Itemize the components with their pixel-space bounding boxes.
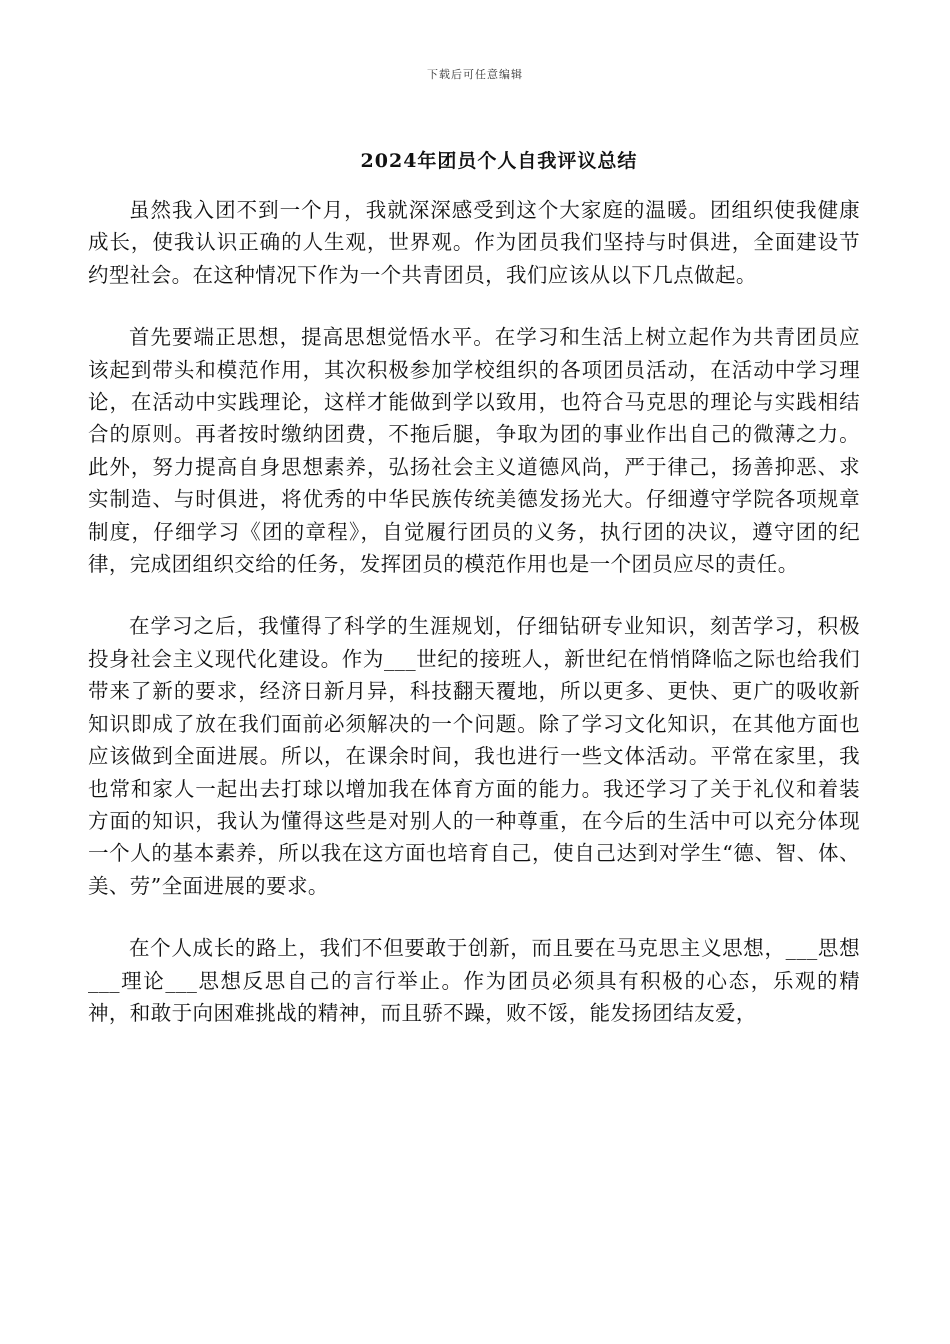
paragraph-2: 首先要端正思想，提高思想觉悟水平。在学习和生活上树立起作为共青团员应该起到带头和模范作用，其次积极参加学校组织的各项团员活动，在活动中学习理论，在活动中实践理论，这样才能做到学以致用，也符合马克思的理论与实践相结合的原则。再者按时缴纳团费，不拖后腿，争取为团的事业作出自己的微薄之力。此外，努力提高自身思想素养，弘扬社会主义道德风尚，严于律己，扬善抑恶、求实制造、与时俱进，将优秀的中华民族传统美德发扬光大。仔细遵守学院各项规章制度，仔细学习《团的章程》，自觉履行团员的义务，执行团的决议，遵守团的纪律，完成团组织交给的任务，发挥团员的模范作用也是一个团员应尽的责任。 [88, 325, 860, 577]
document-title: 2024年团员个人自我评议总结 [360, 150, 638, 172]
page-header: 下载后可任意编辑 [427, 68, 523, 81]
paragraph-4: 在个人成长的路上，我们不但要敢于创新，而且要在马克思主义思想，___思想___理论___思想反思自己的言行举止。作为团员必须具有积极的心态，乐观的精神，和敢于向困难挑战的精神，而且骄不躁，败不馁，能发扬团结友爱， [88, 936, 860, 1025]
paragraph-3: 在学习之后，我懂得了科学的生涯规划，仔细钻研专业知识，刻苦学习，积极投身社会主义现代化建设。作为___世纪的接班人，新世纪在悄悄降临之际也给我们带来了新的要求，经济日新月异，科技翻天覆地，所以更多、更快、更广的吸收新知识即成了放在我们面前必须解决的一个问题。除了学习文化知识，在其他方面也应该做到全面进展。所以，在课余时间，我也进行一些文体活动。平常在家里，我也常和家人一起出去打球以增加我在体育方面的能力。我还学习了关于礼仪和着装方面的知识，我认为懂得这些是对别人的一种尊重，在今后的生活中可以充分体现一个人的基本素养，所以我在这方面也培育自己，使自己达到对学生“德、智、体、美、劳”全面进展的要求。 [88, 614, 860, 898]
document-body [88, 194, 860, 1059]
paragraph-1: 虽然我入团不到一个月，我就深深感受到这个大家庭的温暖。团组织使我健康成长，使我认识正确的人生观，世界观。作为团员我们坚持与时俱进，全面建设节约型社会。在这种情况下作为一个共青团员，我们应该从以下几点做起。 [88, 198, 860, 287]
